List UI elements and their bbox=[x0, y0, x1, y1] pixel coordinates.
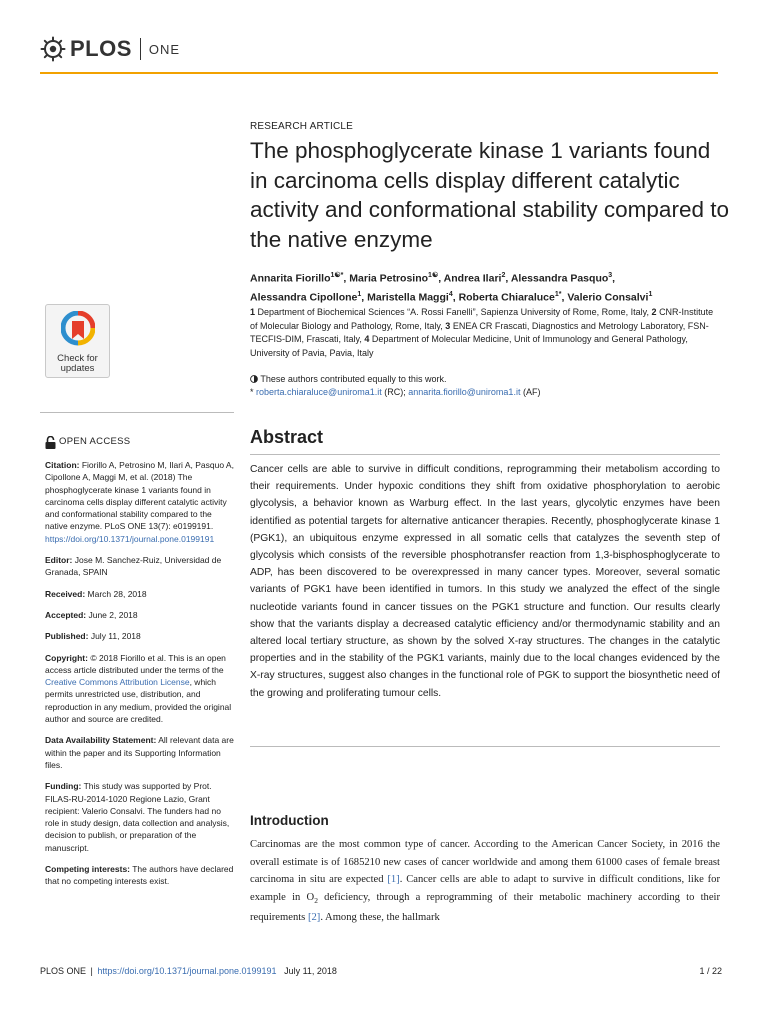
published-date: July 11, 2018 bbox=[90, 631, 141, 642]
editor-block bbox=[45, 554, 235, 579]
funding-text: This study was supported by Prot. FILAS-RU-2014-1020 Regione Lazio, Grant recipient: Valerio Consalvi. The funders had no role in study design, data collection and analysis, decision to publish, or preparation of the manuscript. bbox=[45, 781, 230, 853]
copyright-block bbox=[45, 652, 235, 726]
received-date: March 28, 2018 bbox=[87, 588, 147, 599]
copyright-label: Copyright: bbox=[45, 652, 88, 663]
page-footer bbox=[40, 966, 722, 976]
footer-doi-link[interactable]: https://doi.org/10.1371/journal.pone.0199191 bbox=[97, 966, 277, 976]
affil-number: 1 bbox=[250, 307, 256, 317]
affil-number: 4 bbox=[364, 334, 370, 344]
corresponding-tag: (RC); bbox=[384, 386, 406, 397]
author-notes bbox=[250, 373, 720, 398]
plos-wordmark: PLOS bbox=[70, 36, 132, 61]
affil-number: 2 bbox=[651, 307, 657, 317]
open-access-text: OPEN ACCESS bbox=[59, 436, 131, 448]
affiliations bbox=[250, 306, 720, 360]
footer-journal: PLOS ONE bbox=[40, 966, 87, 976]
footer-left bbox=[40, 966, 339, 976]
author-name[interactable]: Roberta Chiaraluce bbox=[458, 291, 555, 303]
intro-text-span: deficiency, through a reprogramming of their metabolic machinery according to their requirements bbox=[250, 891, 721, 924]
author-name[interactable]: Valerio Consalvi bbox=[567, 291, 649, 303]
author-sup: 1* bbox=[554, 290, 562, 298]
introduction-heading: Introduction bbox=[250, 813, 329, 828]
author-name[interactable]: Maristella Maggi bbox=[367, 291, 449, 303]
badge-line: Check for bbox=[57, 353, 98, 364]
data-availability-block bbox=[45, 734, 235, 771]
published-block bbox=[45, 630, 235, 642]
abstract-heading: Abstract bbox=[250, 427, 324, 447]
author-sup: 1 bbox=[648, 290, 653, 298]
author-sup: 1☯* bbox=[330, 272, 344, 279]
corresponding-authors: * roberta.chiaraluce@uniroma1.it (RC); annarita.fiorillo@uniroma1.it (AF) bbox=[250, 386, 541, 397]
license-link[interactable]: Creative Commons Attribution License bbox=[45, 677, 190, 688]
article-info-sidebar bbox=[45, 436, 235, 897]
corresponding-tag: (AF) bbox=[522, 386, 541, 397]
published-label: Published: bbox=[45, 631, 89, 642]
editor-text: Jose M. Sanchez-Ruiz, Universidad de Granada, SPAIN bbox=[45, 555, 222, 578]
subscript: 2 bbox=[314, 895, 318, 905]
intro-text-span: . Cancer cells are able to adapt to survive in difficult conditions, like for example in O bbox=[250, 874, 721, 903]
affil-text: ENEA CR Frascati, Diagnostics and Metrology Laboratory, FSN-TECFIS-DIM, Frascati, Italy, bbox=[250, 320, 709, 344]
author-line: Annarita Fiorillo$^{1☯*}$, Maria Petrosino$^{1☯}$, Andrea Ilari$^2$, Alessandra Pasquo$^3$, bbox=[250, 272, 616, 285]
author-line: Alessandra Cipollone$^1$, Maristella Maggi$^4$, Roberta Chiaraluce$^{1*}$, Valerio Consalvi$^1$ bbox=[250, 290, 653, 303]
received-label: Received: bbox=[45, 588, 86, 599]
author-name[interactable]: Maria Petrosino bbox=[349, 272, 429, 285]
affil-text: CNR-Institute of Molecular Biology and Pathology, Rome, Italy, bbox=[250, 307, 714, 331]
author-list bbox=[250, 268, 720, 305]
page-number: 1 / 22 bbox=[699, 966, 722, 976]
author-name[interactable]: Alessandra Pasquo bbox=[510, 272, 609, 285]
accepted-block bbox=[45, 609, 235, 621]
equal-note-text: These authors contributed equally to this work. bbox=[260, 374, 447, 384]
author-sup: 4 bbox=[448, 290, 453, 298]
article-type: RESEARCH ARTICLE bbox=[250, 121, 354, 132]
introduction-text bbox=[250, 836, 720, 927]
reference-link[interactable]: [2] bbox=[307, 912, 321, 924]
check-for-updates-label bbox=[46, 354, 109, 374]
author-name[interactable]: Andrea Ilari bbox=[443, 272, 502, 285]
abstract-bottom-rule bbox=[250, 746, 720, 747]
sidebar-rule bbox=[40, 412, 234, 413]
affil-text: Department of Molecular Medicine, Unit of Immunology and General Pathology, University of Pavia, Pavia, Italy bbox=[250, 334, 688, 358]
check-for-updates-icon bbox=[61, 311, 95, 347]
equal-contribution-icon bbox=[250, 375, 258, 383]
corresponding-email-link[interactable]: roberta.chiaraluce@uniroma1.it bbox=[256, 386, 382, 397]
equal-contribution-note bbox=[250, 373, 720, 386]
open-lock-icon bbox=[45, 436, 56, 449]
citation-block bbox=[45, 459, 235, 545]
plos-one-logo[interactable] bbox=[40, 34, 180, 64]
plos-logo-icon bbox=[40, 36, 66, 62]
funding-block bbox=[45, 780, 235, 854]
citation-label: Citation: bbox=[45, 460, 80, 470]
data-availability-text: All relevant data are within the paper and its Supporting Information files. bbox=[45, 735, 234, 770]
author-sup: 2 bbox=[501, 272, 506, 279]
competing-interests-block bbox=[45, 863, 235, 888]
article-title: The phosphoglycerate kinase 1 variants found in carcinoma cells display different catalytic activity and conformational stability compared to the native enzyme bbox=[250, 138, 729, 252]
editor-label: Editor: bbox=[45, 555, 73, 566]
corresponding-email-link[interactable]: annarita.fiorillo@uniroma1.it bbox=[408, 386, 521, 397]
footer-separator: | bbox=[90, 966, 93, 976]
copyright-text: , which permits unrestricted use, distribution, and reproduction in any medium, provided the original author and source are credited. bbox=[45, 677, 232, 725]
author-sup: 3 bbox=[608, 272, 613, 279]
competing-interests-label: Competing interests: bbox=[45, 864, 131, 875]
intro-text-span: Carcinomas are the most common type of cancer. According to the American Cancer Society, in 2016 the overall estimate is of 1685210 new cases of cancer worldwide and among them 61000 cases of female breast carcinoma in situ are expected bbox=[250, 839, 720, 886]
journal-name: ONE bbox=[148, 41, 181, 57]
author-sup: 1☯ bbox=[428, 272, 439, 279]
competing-interests-text: The authors have declared that no competing interests exist. bbox=[45, 864, 234, 887]
author-name[interactable]: Annarita Fiorillo bbox=[250, 272, 331, 285]
accepted-label: Accepted: bbox=[45, 609, 87, 620]
affil-text: Department of Biochemical Sciences “A. Rossi Fanelli”, Sapienza University of Rome, Rome, Italy, bbox=[257, 307, 650, 317]
citation-doi-link[interactable]: https://doi.org/10.1371/journal.pone.0199191 bbox=[45, 533, 215, 544]
abstract-text: Cancer cells are able to survive in difficult conditions, reprogramming their metabolism according to their requirements. Under hypoxic conditions they shift from oxidative phosphorylation to aerobic glycolysis, a behavior known as Warburg effect. In the last years, glycolytic enzymes have been identified as potential targets for alternative anticancer therapies. Recently, phosphoglycerate kinase 1 (PGK1), an ubiquitous enzyme expressed in all somatic cells that catalyzes the seventh step of glycolysis which consists of the reversible phosphotransfer reaction from 1,3-bisphosphoglycerate to ADP, has been discovered to be overexpressed in many cancer types. Moreover, several somatic variants of PGK1 have been identified in tumors. In this study we analyzed the effect of the single nucleotide variants found in cancer tissues on the PGK1 structure and function. Our results clearly show that the variants display a decreased catalytic efficiency and/or thermodynamic stability and an altered local tertiary structure, as shown by the solved X-ray structures. The changes in the catalytic properties and in the stability of the PGK1 variants, mainly due to the local changes evidenced by the X-ray structures, suggest also changes in the functional role of PGK to support the biosynthetic need of the growing and proliferating tumour cells. bbox=[250, 464, 720, 699]
header-rule bbox=[40, 72, 718, 74]
citation-text: Fiorillo A, Petrosino M, Ilari A, Pasquo A, Cipollone A, Maggi M, et al. (2018) The phosphoglycerate kinase 1 variants found in carcinoma cells display different catalytic activity and conformational stability compared to the native enzyme. PLoS ONE 13(7): e0199191. bbox=[45, 460, 234, 532]
author-name[interactable]: Alessandra Cipollone bbox=[250, 291, 358, 303]
intro-text-span: . Among these, the hallmark bbox=[320, 912, 440, 924]
accepted-date: June 2, 2018 bbox=[88, 609, 138, 620]
check-for-updates-button[interactable] bbox=[45, 304, 110, 378]
badge-line: updates bbox=[60, 363, 95, 374]
footer-date: July 11, 2018 bbox=[284, 966, 337, 976]
author-sup: 1 bbox=[357, 290, 362, 298]
copyright-text: © 2018 Fiorillo et al. This is an open access article distributed under the terms of the bbox=[45, 652, 226, 675]
data-availability-label: Data Availability Statement: bbox=[45, 735, 157, 746]
logo-divider bbox=[140, 38, 141, 60]
open-access-label bbox=[45, 436, 235, 449]
funding-label: Funding: bbox=[45, 781, 82, 792]
received-block bbox=[45, 588, 235, 600]
abstract-top-rule bbox=[250, 454, 720, 455]
reference-link[interactable]: [1] bbox=[387, 874, 400, 886]
affil-number: 3 bbox=[445, 320, 451, 331]
